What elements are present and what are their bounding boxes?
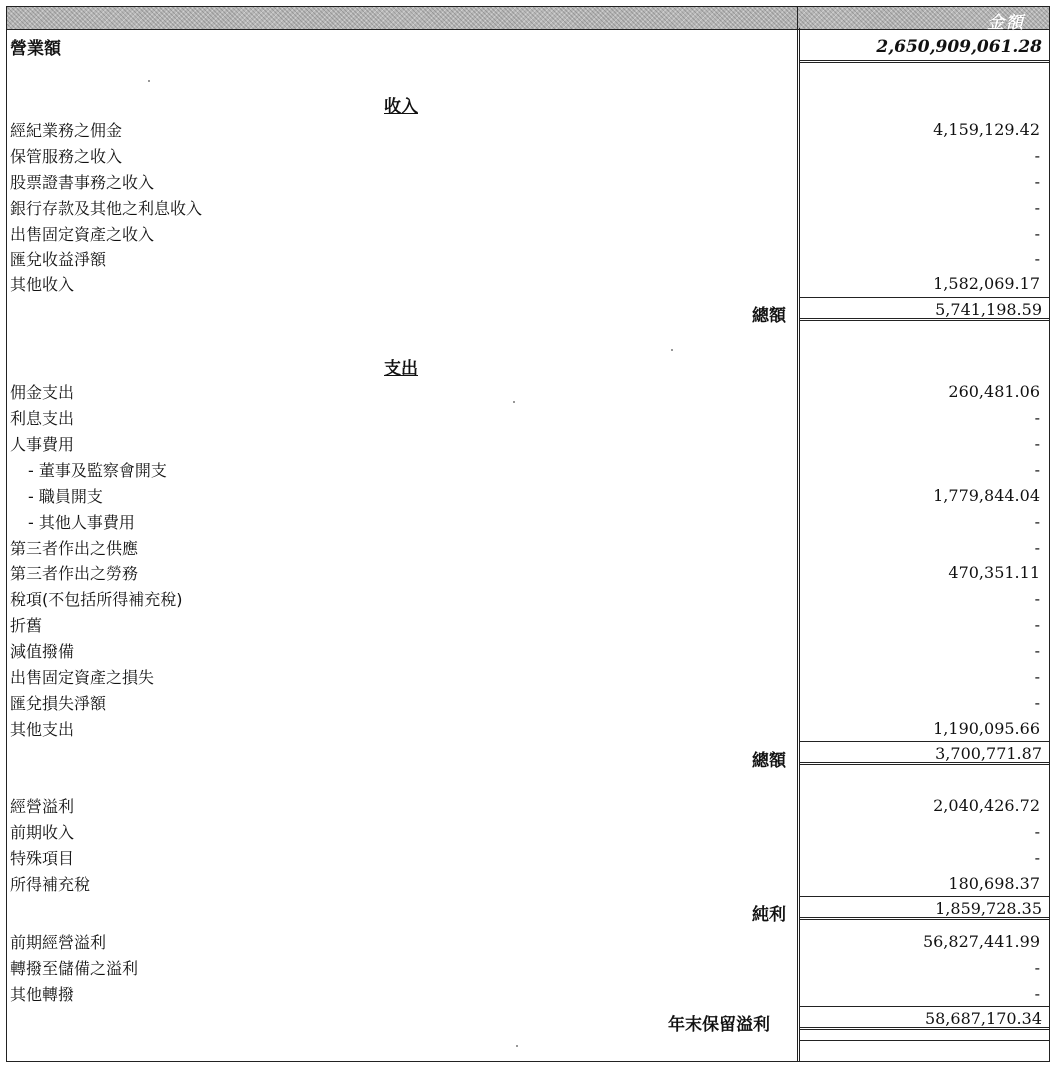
row-value: -	[1034, 249, 1040, 268]
row-label: 折舊	[10, 616, 43, 635]
row-value: 2,040,426.72	[933, 796, 1040, 815]
row-label: 第三者作出之勞務	[10, 564, 139, 583]
row-label: 銀行存款及其他之利息收入	[10, 199, 203, 218]
scan-speck	[671, 349, 673, 351]
row-value: 1,190,095.66	[933, 719, 1040, 738]
row-label: 佣金支出	[10, 383, 75, 402]
amount-column-header: 金額	[987, 13, 1025, 33]
retained-row	[10, 982, 1040, 1008]
row-value: 1,779,844.04	[933, 486, 1040, 505]
row-value: -	[1034, 146, 1040, 165]
profit-row	[10, 846, 1040, 872]
profit-row	[10, 872, 1040, 898]
row-label: 減值撥備	[10, 642, 75, 661]
expense-row	[10, 484, 1040, 510]
row-value: -	[1034, 460, 1040, 479]
row-label: 前期收入	[10, 823, 75, 842]
row-label: - 董事及監察會開支	[28, 461, 167, 480]
expense-row	[10, 717, 1040, 743]
scan-speck	[148, 80, 150, 82]
row-label: 前期經營溢利	[10, 933, 107, 952]
row-label: 股票證書事務之收入	[10, 173, 155, 192]
income-total-value: 5,741,198.59	[935, 300, 1042, 319]
row-value: -	[1034, 667, 1040, 686]
row-value: -	[1034, 589, 1040, 608]
net-profit-value: 1,859,728.35	[935, 899, 1042, 918]
retained-total-label: 年末保留溢利	[668, 1015, 770, 1035]
row-label: - 職員開支	[28, 487, 103, 506]
row-value: 470,351.11	[948, 563, 1040, 582]
expense-row	[10, 536, 1040, 562]
row-label: 人事費用	[10, 435, 75, 454]
profit-row	[10, 794, 1040, 820]
income-row	[10, 170, 1040, 196]
row-value: 1,582,069.17	[933, 274, 1040, 293]
profit-row	[10, 820, 1040, 846]
scan-speck	[513, 401, 515, 403]
income-total-label: 總額	[752, 306, 786, 326]
row-value: -	[1034, 822, 1040, 841]
expenses-total-label: 總額	[752, 751, 786, 771]
row-value: -	[1034, 172, 1040, 191]
income-row	[10, 144, 1040, 170]
row-value: -	[1034, 512, 1040, 531]
row-label: - 其他人事費用	[28, 513, 135, 532]
expense-row	[10, 639, 1040, 665]
row-value: -	[1034, 198, 1040, 217]
expense-row	[10, 406, 1040, 432]
row-value: -	[1034, 434, 1040, 453]
row-label: 第三者作出之供應	[10, 539, 139, 558]
row-label: 其他轉撥	[10, 985, 75, 1004]
row-label: 出售固定資產之收入	[10, 225, 155, 244]
row-label: 經營溢利	[10, 797, 75, 816]
row-label: 所得補充稅	[10, 875, 91, 894]
row-label: 稅項(不包括所得補充稅)	[10, 590, 183, 609]
expense-row	[10, 561, 1040, 587]
row-label: 特殊項目	[10, 849, 75, 868]
row-label: 轉撥至儲備之溢利	[10, 959, 139, 978]
income-row	[10, 222, 1040, 248]
income-row	[10, 196, 1040, 222]
row-value: -	[1034, 984, 1040, 1003]
row-label: 匯兌損失淨額	[10, 694, 107, 713]
row-value: -	[1034, 538, 1040, 557]
row-value: 260,481.06	[948, 382, 1040, 401]
row-value: -	[1034, 224, 1040, 243]
row-label: 匯兌收益淨額	[10, 250, 107, 269]
header-bar	[7, 7, 1049, 33]
row-label: 出售固定資產之損失	[10, 668, 155, 687]
expenses-section-title: 支出	[384, 359, 418, 379]
expenses-total-value: 3,700,771.87	[935, 744, 1042, 763]
revenue-value: 2,650,909,061.28	[876, 37, 1042, 57]
expense-row	[10, 691, 1040, 717]
row-value: -	[1034, 958, 1040, 977]
expense-row	[10, 458, 1040, 484]
row-value: 56,827,441.99	[922, 932, 1040, 951]
retained-row	[10, 930, 1040, 956]
expense-row	[10, 380, 1040, 406]
income-row	[10, 118, 1040, 144]
row-label: 利息支出	[10, 409, 75, 428]
scan-speck	[516, 1045, 518, 1047]
expense-row	[10, 665, 1040, 691]
retained-row	[10, 956, 1040, 982]
row-value: -	[1034, 408, 1040, 427]
row-label: 其他支出	[10, 720, 75, 739]
income-row	[10, 247, 1040, 273]
retained-total-value: 58,687,170.34	[924, 1009, 1042, 1028]
revenue-label: 營業額	[10, 39, 61, 59]
expense-row	[10, 510, 1040, 536]
row-value: 4,159,129.42	[933, 120, 1040, 139]
row-label: 其他收入	[10, 275, 75, 294]
expense-row	[10, 587, 1040, 613]
row-value: -	[1034, 641, 1040, 660]
row-label: 保管服務之收入	[10, 147, 123, 166]
row-label: 經紀業務之佣金	[10, 121, 123, 140]
expense-row	[10, 432, 1040, 458]
row-value: -	[1034, 615, 1040, 634]
row-value: -	[1034, 848, 1040, 867]
bottom-rule	[799, 1040, 1049, 1041]
row-value: 180,698.37	[948, 874, 1040, 893]
row-value: -	[1034, 693, 1040, 712]
net-profit-label: 純利	[752, 905, 786, 925]
income-section-title: 收入	[384, 97, 418, 117]
income-row	[10, 272, 1040, 298]
expense-row	[10, 613, 1040, 639]
